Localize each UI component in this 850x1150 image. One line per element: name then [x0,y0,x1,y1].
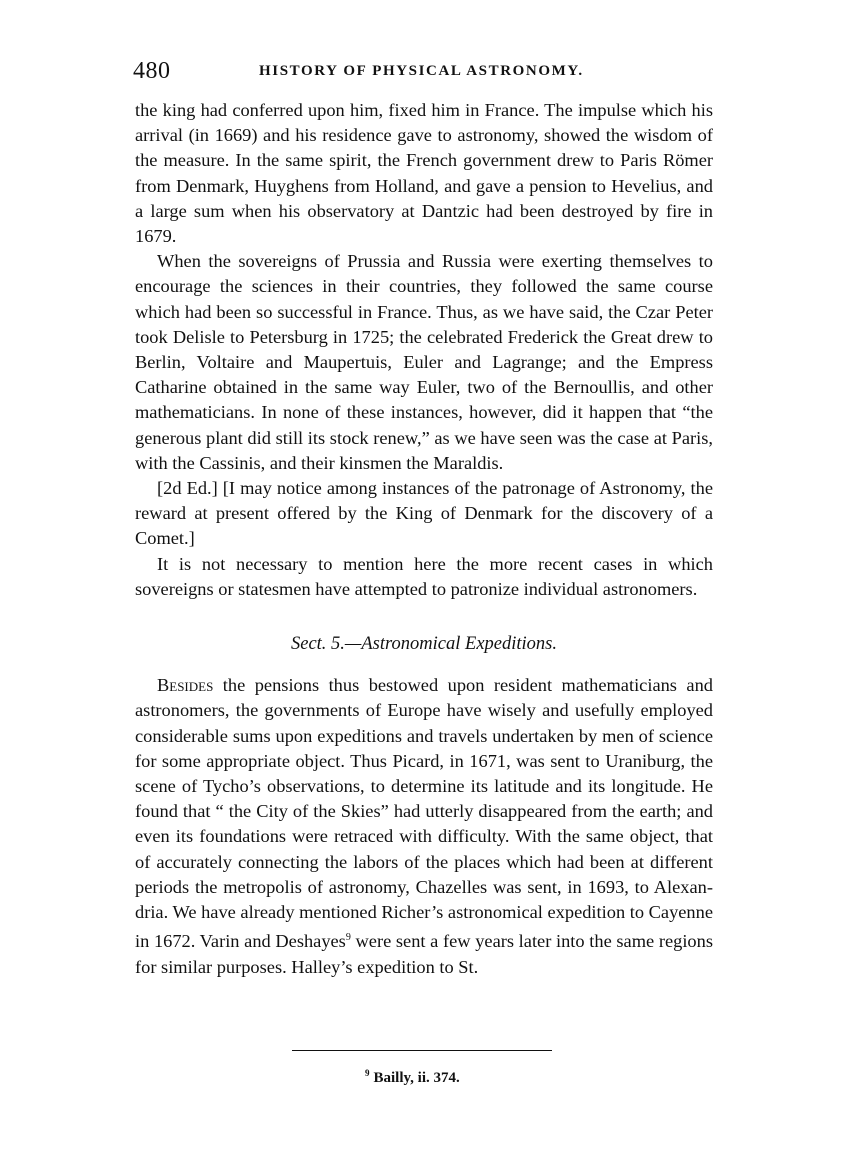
paragraph-recent-cases: It is not necessary to mention here the more recent cases in which sovereigns or statesmen have attempted to patronize individual astronomers. [135,553,713,599]
first-word-smallcaps: Besides [157,675,214,696]
page-number: 480 [133,58,171,84]
footnote-mark: 9 [365,1068,370,1078]
paragraph-sovereigns: When the sovereigns of Prussia and Russia were exerting themselves to encourage the sciences in their countries, they followed the same course which had been so successful in France. Thus, as we have said, the Czar Peter took Delisle to Petersburg in 1725; the celebrated Frederick the Great drew to Berlin, Voltaire and Maupertuis, Euler and Lagrange; and the Empress Catharine obtained in the same way Euler, two of the Bernoullis, and other mathematicians. In none of these instances, however, did it happen that “the generous plant did still its stock renew,” as we have seen was the case at Paris, with the Cassinis, and their kinsmen the Maraldis. [135,251,713,473]
footnote-reference: 9 [345,932,351,944]
paragraph-expeditions-end: were sent a few years later into the same regions for similar purposes. Halley’s expedition to St. [135,931,713,977]
footnote [365,1068,460,1087]
section-heading: Sect. 5.—Astronomical Expeditions. [291,634,557,655]
paragraph-second-edition-note: [2d Ed.] [I may notice among instances of the patronage of Astronomy, the reward at present offered by the King of Denmark for the discovery of a Comet.] [135,478,713,549]
paragraph-expeditions [135,673,713,980]
paragraph-continuation: the king had conferred upon him, fixed him in France. The impulse which his arrival (in 1669) and his residence gave to astronomy, showed the wisdom of the measure. In the same spirit, the French government drew to Paris Römer from Denmark, Huyghens from Holland, and gave a pension to Hevelius, and a large sum when his observatory at Dantzic had been destroyed by fire in 1679. [135,100,713,247]
footnote-rule [292,1050,552,1051]
footnote-text: Bailly, ii. 374. [373,1070,460,1086]
running-head: HISTORY OF PHYSICAL ASTRONOMY. [259,63,584,79]
page-header [133,58,718,88]
body-text [135,98,713,980]
paragraph-expeditions-text: the pensions thus bestowed upon resident mathematicians and astronomers, the governments of Europe have wisely and usefully employed considerable sums upon expeditions and travels undertaken by men of science for some appropriate object. Thus Picard, in 1671, was sent to Uraniburg, the scene of Tycho’s observations, to determine its latitude and its longitude. He found that “ the City of the Skies” had utterly disappeared from the earth; and even its foundations were retraced with difficulty. With the same object, that of accurately connecting the labors of the places which had been at different periods the metropolis of astronomy, Chazelles was sent, in 1693, to Alexandria. We have already mentioned Richer’s astronomical expedition to Cayenne in 1672. Varin and Deshayes [135,675,713,952]
